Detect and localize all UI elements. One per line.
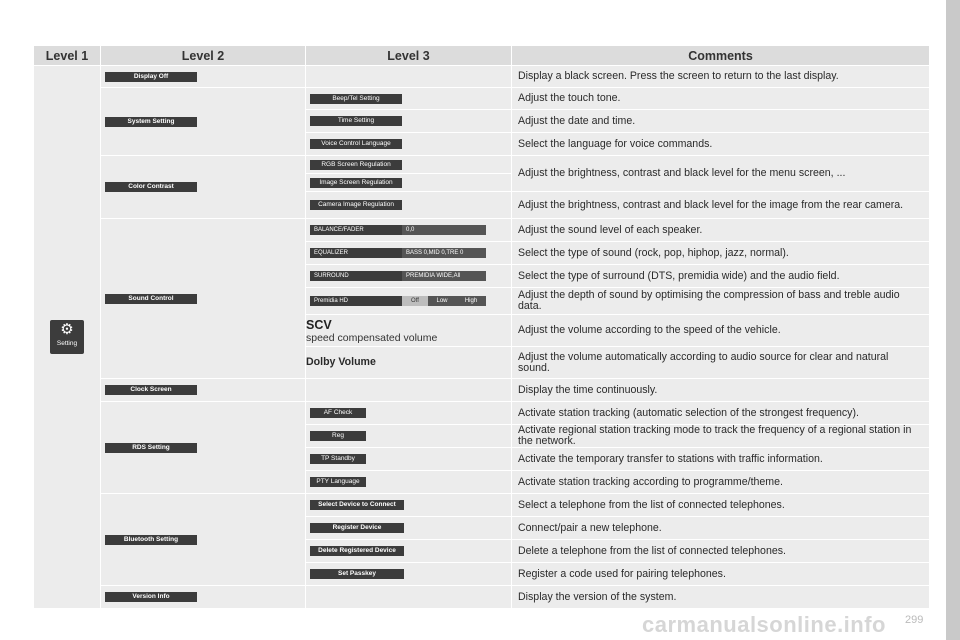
table-row bbox=[34, 66, 930, 88]
level3-cell bbox=[306, 192, 512, 219]
balance-fader-value: 0,0 bbox=[402, 225, 486, 235]
level2-cell bbox=[101, 379, 306, 402]
level3-cell bbox=[306, 156, 512, 174]
premidia-hd-options bbox=[402, 296, 486, 306]
color-contrast-button[interactable]: Color Contrast bbox=[105, 182, 197, 192]
comment-cell: Adjust the brightness, contrast and black level for the menu screen, ... bbox=[512, 156, 930, 192]
register-device-button[interactable]: Register Device bbox=[310, 523, 404, 533]
level3-cell bbox=[306, 425, 512, 448]
level2-cell bbox=[101, 156, 306, 219]
level3-cell bbox=[306, 315, 512, 347]
header-comments: Comments bbox=[512, 46, 930, 66]
level3-cell bbox=[306, 265, 512, 288]
rgb-screen-regulation-button[interactable]: RGB Screen Regulation bbox=[310, 160, 402, 170]
comment-cell: Activate regional station tracking mode to track the frequency of a regional station in the network. bbox=[512, 425, 930, 448]
level3-cell bbox=[306, 288, 512, 315]
level3-cell-empty bbox=[306, 586, 512, 609]
level3-cell bbox=[306, 174, 512, 192]
level3-cell bbox=[306, 402, 512, 425]
comment-cell: Activate station tracking (automatic selection of the strongest frequency). bbox=[512, 402, 930, 425]
level3-cell bbox=[306, 471, 512, 494]
page-number: 299 bbox=[905, 614, 924, 626]
camera-image-regulation-button[interactable]: Camera Image Regulation bbox=[310, 200, 402, 210]
select-device-button[interactable]: Select Device to Connect bbox=[310, 500, 404, 510]
dolby-volume-title: Dolby Volume bbox=[306, 347, 512, 379]
premidia-hd-label: Premidia HD bbox=[314, 298, 349, 304]
setting-label: Setting bbox=[56, 340, 78, 347]
level2-cell bbox=[101, 402, 306, 494]
premidia-low-option[interactable]: Low bbox=[428, 296, 456, 306]
beep-tel-setting-button[interactable]: Beep/Tel Setting bbox=[310, 94, 402, 104]
comment-cell: Adjust the sound level of each speaker. bbox=[512, 219, 930, 242]
comment-cell: Adjust the volume according to the speed of the vehicle. bbox=[512, 315, 930, 347]
surround-control[interactable] bbox=[310, 271, 486, 281]
rds-setting-button[interactable]: RDS Setting bbox=[105, 443, 197, 453]
header-row bbox=[34, 46, 930, 66]
premidia-high-option[interactable]: High bbox=[456, 296, 486, 306]
sound-control-button[interactable]: Sound Control bbox=[105, 294, 197, 304]
table-row bbox=[34, 156, 930, 174]
table-row bbox=[34, 219, 930, 242]
surround-value: PREMIDIA WIDE,All bbox=[402, 271, 486, 281]
page-edge-bar bbox=[946, 0, 960, 640]
scv-subtitle: speed compensated volume bbox=[306, 331, 438, 344]
balance-fader-label: BALANCE/FADER bbox=[314, 227, 364, 233]
image-screen-regulation-button[interactable]: Image Screen Regulation bbox=[310, 178, 402, 188]
comment-cell: Adjust the depth of sound by optimising the compression of bass and treble audio data. bbox=[512, 288, 930, 315]
watermark: carmanualsonline.info bbox=[642, 612, 886, 637]
premidia-hd-control[interactable] bbox=[310, 296, 486, 306]
comment-cell: Select the type of sound (rock, pop, hiphop, jazz, normal). bbox=[512, 242, 930, 265]
bluetooth-setting-button[interactable]: Bluetooth Setting bbox=[105, 535, 197, 545]
level2-cell bbox=[101, 219, 306, 379]
delete-registered-device-button[interactable]: Delete Registered Device bbox=[310, 546, 404, 556]
level3-cell-empty bbox=[306, 66, 512, 88]
reg-button[interactable]: Reg bbox=[310, 431, 366, 441]
table-row bbox=[34, 88, 930, 110]
header-level2: Level 2 bbox=[101, 46, 306, 66]
comment-cell: Adjust the volume automatically according to audio source for clear and natural sound. bbox=[512, 347, 930, 379]
comment-cell: Register a code used for pairing telephones. bbox=[512, 563, 930, 586]
level3-cell bbox=[306, 133, 512, 156]
header-level3: Level 3 bbox=[306, 46, 512, 66]
balance-fader-control[interactable] bbox=[310, 225, 486, 235]
set-passkey-button[interactable]: Set Passkey bbox=[310, 569, 404, 579]
scv-title: SCV bbox=[306, 317, 332, 332]
level3-cell-empty bbox=[306, 379, 512, 402]
comment-cell: Display the time continuously. bbox=[512, 379, 930, 402]
level3-cell bbox=[306, 448, 512, 471]
version-info-button[interactable]: Version Info bbox=[105, 592, 197, 602]
comment-cell: Display the version of the system. bbox=[512, 586, 930, 609]
table-row bbox=[34, 586, 930, 609]
equalizer-value: BASS 0,MID 0,TRE 0 bbox=[402, 248, 486, 258]
comment-cell: Select the language for voice commands. bbox=[512, 133, 930, 156]
comment-cell: Adjust the brightness, contrast and black level for the image from the rear camera. bbox=[512, 192, 930, 219]
af-check-button[interactable]: AF Check bbox=[310, 408, 366, 418]
settings-table bbox=[33, 45, 930, 609]
comment-cell: Display a black screen. Press the screen to return to the last display. bbox=[512, 66, 930, 88]
level3-cell bbox=[306, 242, 512, 265]
comment-cell: Connect/pair a new telephone. bbox=[512, 517, 930, 540]
table-row bbox=[34, 402, 930, 425]
comment-cell: Select a telephone from the list of connected telephones. bbox=[512, 494, 930, 517]
level2-cell bbox=[101, 66, 306, 88]
level2-cell bbox=[101, 88, 306, 156]
table-row bbox=[34, 494, 930, 517]
level2-cell bbox=[101, 494, 306, 586]
voice-control-language-button[interactable]: Voice Control Language bbox=[310, 139, 402, 149]
comment-cell: Delete a telephone from the list of connected telephones. bbox=[512, 540, 930, 563]
setting-button[interactable] bbox=[50, 320, 84, 354]
comment-cell: Adjust the date and time. bbox=[512, 110, 930, 133]
comment-cell: Activate station tracking according to programme/theme. bbox=[512, 471, 930, 494]
time-setting-button[interactable]: Time Setting bbox=[310, 116, 402, 126]
level3-cell bbox=[306, 110, 512, 133]
surround-label: SURROUND bbox=[314, 273, 349, 279]
level3-cell bbox=[306, 219, 512, 242]
table-row bbox=[34, 379, 930, 402]
comment-cell: Activate the temporary transfer to stations with traffic information. bbox=[512, 448, 930, 471]
pty-language-button[interactable]: PTY Language bbox=[310, 477, 366, 487]
equalizer-control[interactable] bbox=[310, 248, 486, 258]
level3-cell bbox=[306, 563, 512, 586]
premidia-off-option[interactable]: Off bbox=[402, 296, 428, 306]
comment-cell: Select the type of surround (DTS, premidia wide) and the audio field. bbox=[512, 265, 930, 288]
equalizer-label: EQUALIZER bbox=[314, 250, 349, 256]
level3-cell bbox=[306, 88, 512, 110]
comment-cell: Adjust the touch tone. bbox=[512, 88, 930, 110]
gear-icon: ⚙ bbox=[60, 321, 74, 338]
level3-cell bbox=[306, 494, 512, 517]
level1-cell bbox=[34, 66, 101, 609]
tp-standby-button[interactable]: TP Standby bbox=[310, 454, 366, 464]
header-level1: Level 1 bbox=[34, 46, 101, 66]
system-setting-button[interactable]: System Setting bbox=[105, 117, 197, 127]
clock-screen-button[interactable]: Clock Screen bbox=[105, 385, 197, 395]
level3-cell bbox=[306, 540, 512, 563]
level2-cell bbox=[101, 586, 306, 609]
level3-cell bbox=[306, 517, 512, 540]
display-off-button[interactable]: Display Off bbox=[105, 72, 197, 82]
